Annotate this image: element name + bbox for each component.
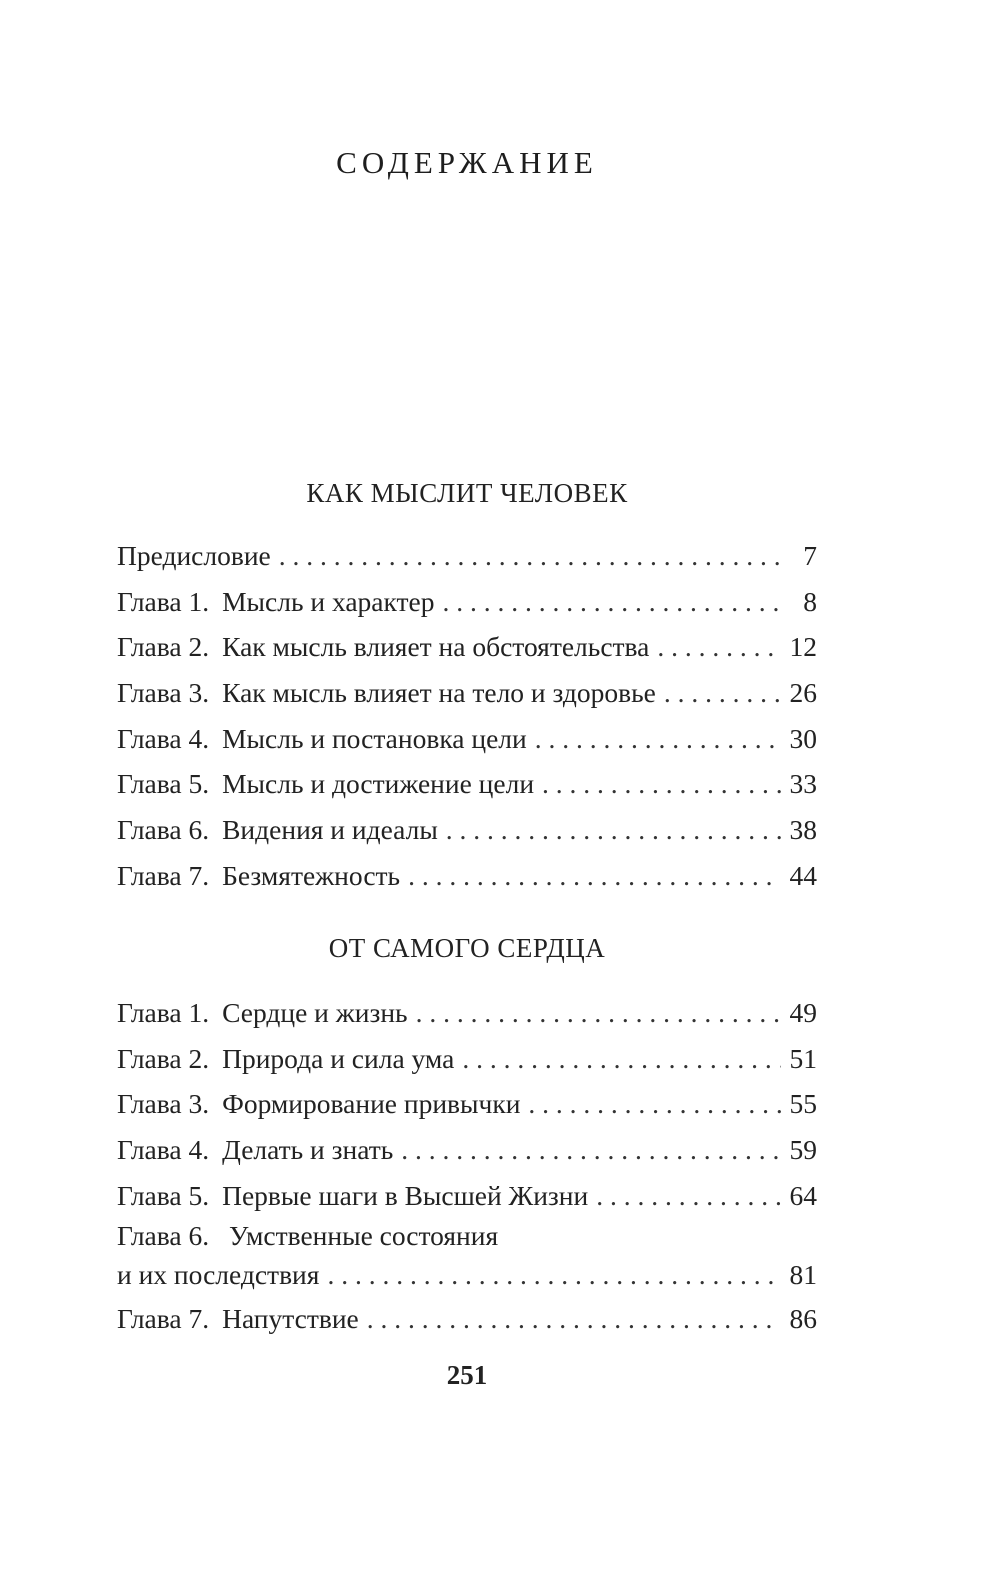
entry-title: Первые шаги в Высшей Жизни	[222, 1179, 589, 1211]
page-number: 33	[789, 768, 817, 800]
chapter-label: Глава 2.	[117, 631, 210, 663]
page-number: 44	[789, 859, 817, 891]
entry-title: Мысль и постановка цели	[222, 722, 527, 754]
toc-list	[117, 990, 817, 1342]
dot-leader	[367, 1296, 781, 1342]
toc-entry[interactable]	[117, 1173, 817, 1219]
entry-title: Как мысль влияет на тело и здоровье	[222, 677, 656, 709]
toc-entry[interactable]	[117, 761, 817, 807]
chapter-label: Глава 7.	[117, 859, 210, 891]
section-heading: ОТ САМОГО СЕРДЦА	[328, 933, 606, 963]
page-number: 49	[789, 997, 817, 1028]
page-number: 26	[789, 677, 817, 709]
dot-leader	[528, 1081, 781, 1127]
page-number: 7	[803, 540, 817, 571]
dot-leader	[542, 761, 781, 807]
toc-entry[interactable]	[117, 624, 817, 670]
toc-entry[interactable]	[117, 533, 817, 579]
page-title: СОДЕРЖАНИЕ	[336, 145, 598, 180]
chapter-label: Глава 1.	[117, 997, 210, 1028]
page-number: 55	[789, 1088, 817, 1120]
chapter-label: Глава 1.	[117, 585, 210, 617]
toc-entry[interactable]	[117, 1296, 817, 1342]
toc-entry[interactable]	[117, 853, 817, 899]
dot-leader	[664, 670, 781, 716]
chapter-label: Глава 5.	[117, 768, 210, 800]
dot-leader	[408, 853, 781, 899]
toc-entry[interactable]	[117, 807, 817, 853]
entry-title: Предисловие	[117, 540, 271, 571]
entry-title: Мысль и характер	[222, 585, 435, 617]
chapter-label: Глава 3.	[117, 677, 210, 709]
toc-list	[117, 533, 817, 899]
toc-entry[interactable]	[117, 990, 817, 1036]
section-heading: КАК МЫСЛИТ ЧЕЛОВЕК	[306, 478, 628, 508]
entry-title: Мысль и достижение цели	[222, 768, 535, 800]
page-number: 38	[789, 814, 817, 846]
toc-entry[interactable]	[117, 1218, 817, 1296]
dot-leader	[535, 716, 781, 762]
dot-leader	[657, 624, 781, 670]
page-number: 81	[789, 1259, 817, 1291]
dot-leader	[279, 533, 781, 579]
page-number: 59	[789, 1134, 817, 1166]
dot-leader	[401, 1127, 781, 1173]
chapter-label: Глава 7.	[117, 1303, 210, 1335]
toc-entry[interactable]	[117, 579, 817, 625]
entry-title: Видения и идеалы	[222, 814, 438, 846]
entry-title: Сердце и жизнь	[222, 997, 408, 1028]
chapter-label: Глава 4.	[117, 722, 210, 754]
chapter-label: Глава 2.	[117, 1042, 210, 1074]
entry-title: Напутствие	[222, 1303, 359, 1335]
toc-entry[interactable]	[117, 1036, 817, 1082]
toc-entry[interactable]	[117, 716, 817, 762]
chapter-label: Глава 6.	[117, 814, 210, 846]
page-number: 8	[803, 585, 817, 617]
entry-title: Как мысль влияет на обстоятельства	[222, 631, 650, 663]
page-number: 86	[789, 1303, 817, 1335]
dot-leader	[446, 807, 781, 853]
dot-leader	[416, 990, 781, 1036]
dot-leader	[596, 1173, 781, 1219]
page-number: 30	[789, 722, 817, 754]
dot-leader	[442, 579, 781, 625]
chapter-label: Глава 6.	[117, 1220, 210, 1252]
page-folio: 251	[446, 1360, 488, 1390]
toc-entry[interactable]	[117, 1127, 817, 1173]
entry-title: Безмятежность	[222, 859, 401, 891]
page-number: 12	[789, 631, 817, 663]
page-number: 51	[789, 1042, 817, 1074]
entry-title-continued: и их последствия	[117, 1259, 320, 1291]
entry-title: Формирование привычки	[222, 1088, 521, 1120]
page-number: 64	[789, 1179, 817, 1211]
entry-title: Делать и знать	[222, 1134, 394, 1166]
chapter-label: Глава 5.	[117, 1179, 210, 1211]
chapter-label: Глава 4.	[117, 1134, 210, 1166]
entry-title: Умственные состояния	[228, 1220, 499, 1252]
toc-entry[interactable]	[117, 1081, 817, 1127]
dot-leader	[462, 1036, 781, 1082]
chapter-label: Глава 3.	[117, 1088, 210, 1120]
toc-entry[interactable]	[117, 670, 817, 716]
entry-title: Природа и сила ума	[222, 1042, 455, 1074]
dot-leader	[327, 1254, 781, 1296]
